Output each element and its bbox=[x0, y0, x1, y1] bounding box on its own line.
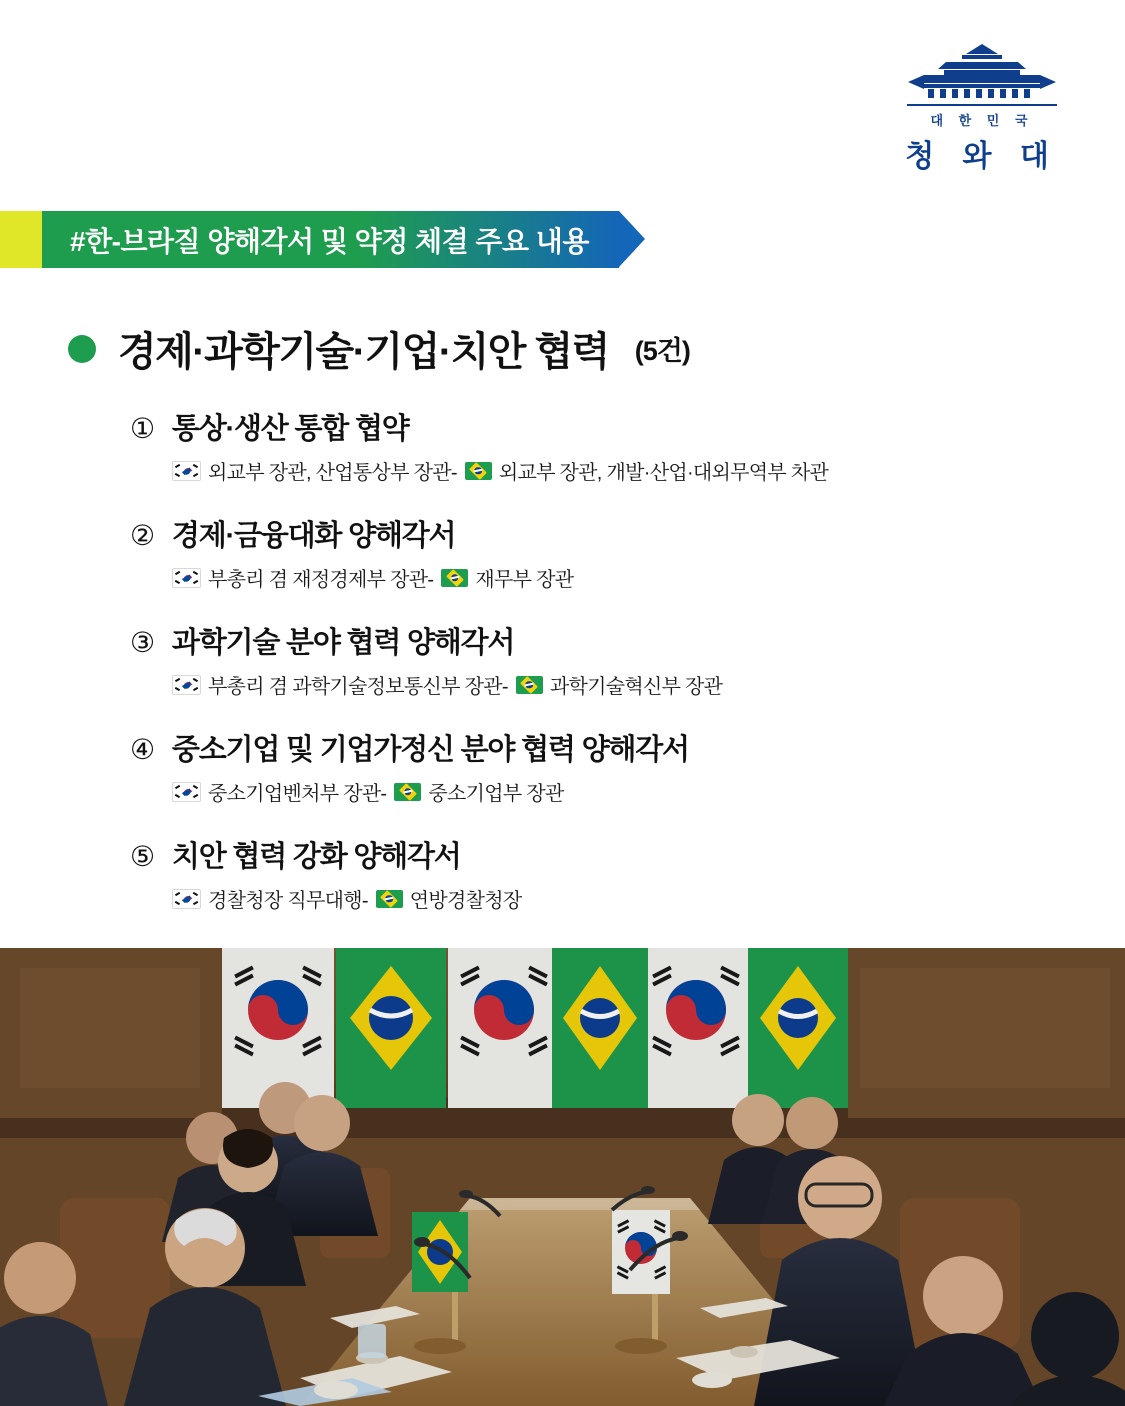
item-number: ⑤ bbox=[130, 841, 154, 872]
korea-flag-icon bbox=[172, 461, 201, 481]
korea-signatory: 부총리 겸 과학기술정보통신부 장관- bbox=[208, 676, 508, 698]
korea-flag-icon bbox=[172, 782, 201, 802]
emblem-name: 청 와 대 bbox=[905, 140, 1059, 173]
item-number: ① bbox=[130, 413, 154, 444]
brazil-flag-icon bbox=[441, 569, 468, 587]
agreement-signatories bbox=[172, 777, 1090, 806]
emblem-country: 대 한 민 국 bbox=[930, 113, 1034, 128]
agreement-title-row bbox=[130, 513, 1090, 554]
item-number: ③ bbox=[130, 627, 154, 658]
agreement-title-row bbox=[130, 727, 1090, 768]
list-item bbox=[130, 513, 1090, 592]
item-title: 통상·생산 통합 협약 bbox=[171, 413, 409, 445]
brazil-flag-icon bbox=[516, 676, 543, 694]
brazil-signatory: 재무부 장관 bbox=[475, 569, 574, 591]
cheongwadae-emblem bbox=[897, 42, 1067, 175]
ribbon-accent bbox=[0, 211, 42, 268]
list-item bbox=[130, 620, 1090, 699]
brazil-signatory: 중소기업부 장관 bbox=[428, 783, 564, 805]
ribbon-title: #한-브라질 양해각서 및 약정 체결 주요 내용 bbox=[70, 225, 589, 257]
ribbon-bar bbox=[42, 211, 619, 268]
bullet-dot-icon bbox=[68, 335, 96, 363]
list-item bbox=[130, 834, 1090, 913]
korea-signatory: 경찰청장 직무대행- bbox=[208, 890, 368, 912]
list-item bbox=[130, 727, 1090, 806]
item-number: ④ bbox=[130, 734, 154, 765]
title-ribbon bbox=[0, 211, 619, 268]
agreement-signatories bbox=[172, 884, 1090, 913]
cheongwadae-roof-icon bbox=[897, 42, 1067, 100]
agreement-signatories bbox=[172, 456, 1090, 485]
item-title: 경제·금융대화 양해각서 bbox=[171, 520, 456, 552]
korea-flag-icon bbox=[172, 889, 201, 909]
agreement-signatories bbox=[172, 670, 1090, 699]
section-heading bbox=[68, 320, 690, 377]
agreement-title-row bbox=[130, 834, 1090, 875]
brazil-flag-icon bbox=[394, 783, 421, 801]
korea-flag-icon bbox=[172, 675, 201, 695]
agreement-list bbox=[130, 406, 1090, 913]
item-title: 과학기술 분야 협력 양해각서 bbox=[171, 627, 515, 659]
korea-signatory: 중소기업벤처부 장관- bbox=[208, 783, 387, 805]
korea-signatory: 부총리 겸 재정경제부 장관- bbox=[208, 569, 434, 591]
agreement-title-row bbox=[130, 406, 1090, 447]
brazil-signatory: 과학기술혁신부 장관 bbox=[549, 676, 723, 698]
summit-photo bbox=[0, 948, 1125, 1406]
section-heading-text: 경제·과학기술·기업·치안 협력 bbox=[118, 330, 609, 374]
item-title: 중소기업 및 기업가정신 분야 협력 양해각서 bbox=[171, 734, 689, 766]
item-title: 치안 협력 강화 양해각서 bbox=[171, 841, 461, 873]
brazil-signatory: 외교부 장관, 개발·산업·대외무역부 차관 bbox=[498, 462, 829, 484]
list-item bbox=[130, 406, 1090, 485]
brazil-flag-icon bbox=[465, 462, 492, 480]
korea-signatory: 외교부 장관, 산업통상부 장관- bbox=[208, 462, 457, 484]
emblem-divider-top bbox=[907, 104, 1057, 106]
agreement-title-row bbox=[130, 620, 1090, 661]
brazil-signatory: 연방경찰청장 bbox=[409, 890, 522, 912]
item-number: ② bbox=[130, 520, 154, 551]
section-heading-count: (5건) bbox=[634, 336, 690, 366]
brazil-flag-icon bbox=[376, 890, 403, 908]
korea-flag-icon bbox=[172, 568, 201, 588]
agreement-signatories bbox=[172, 563, 1090, 592]
